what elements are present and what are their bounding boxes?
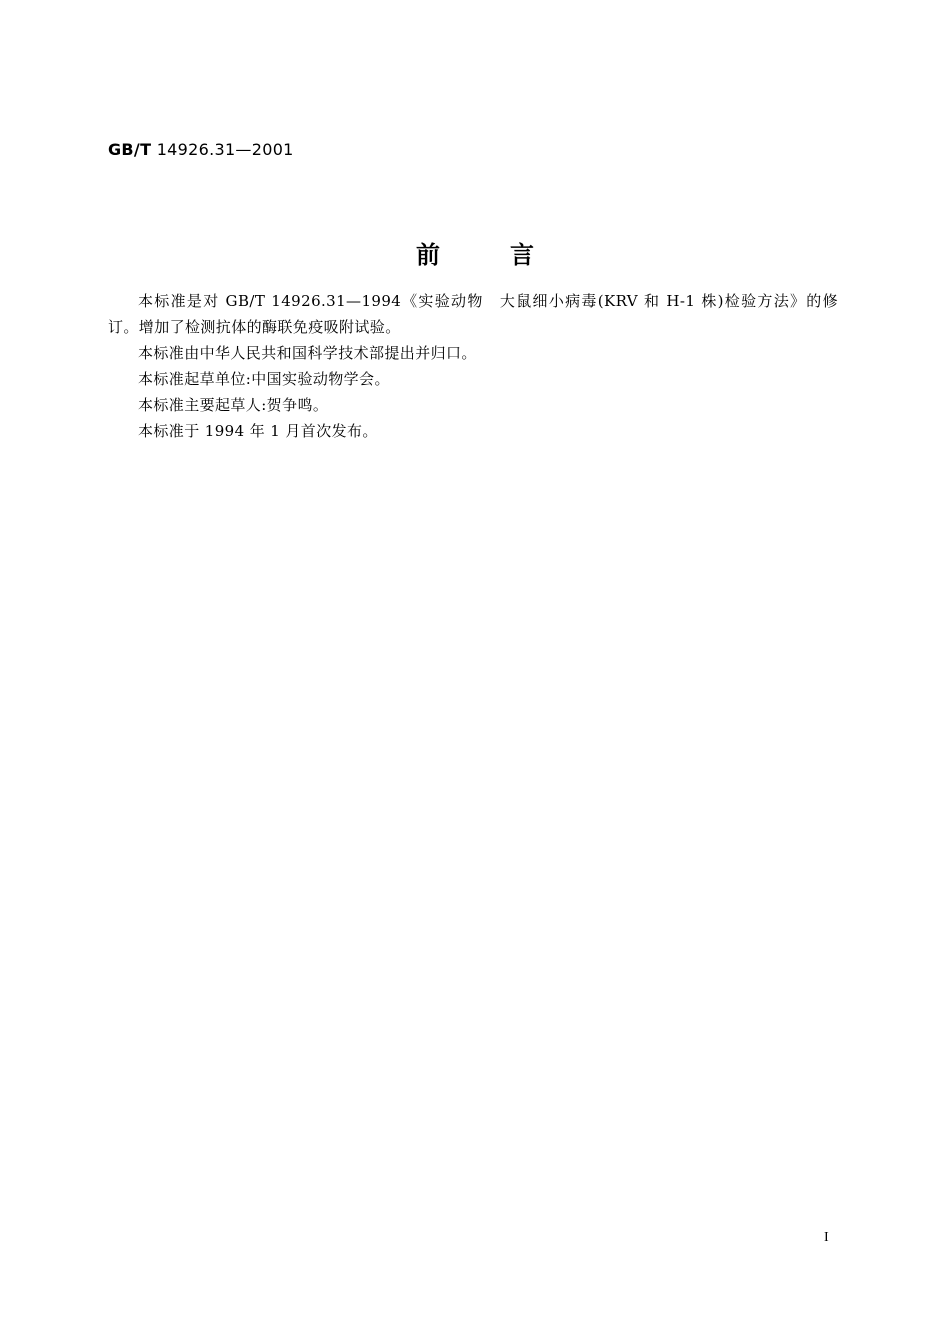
paragraph-revision: 本标准是对 GB/T 14926.31—1994《实验动物 大鼠细小病毒(KRV 和 H-1 株)检验方法》的修订。增加了检测抗体的酶联免疫吸附试验。: [108, 292, 838, 336]
paragraph-drafting-unit: 本标准起草单位:中国实验动物学会。: [138, 370, 390, 388]
page-title: 前言: [416, 240, 604, 269]
standard-code: [108, 140, 294, 159]
paragraph-proposer: 本标准由中华人民共和国科学技术部提出并归口。: [138, 344, 477, 362]
standard-number: 14926.31—2001: [156, 140, 294, 159]
foreword-body: [108, 288, 838, 444]
standard-prefix: GB/T: [108, 140, 152, 159]
paragraph-drafter: 本标准主要起草人:贺争鸣。: [138, 396, 329, 414]
paragraph-first-release: 本标准于 1994 年 1 月首次发布。: [138, 422, 378, 440]
page-number: I: [824, 1230, 829, 1245]
